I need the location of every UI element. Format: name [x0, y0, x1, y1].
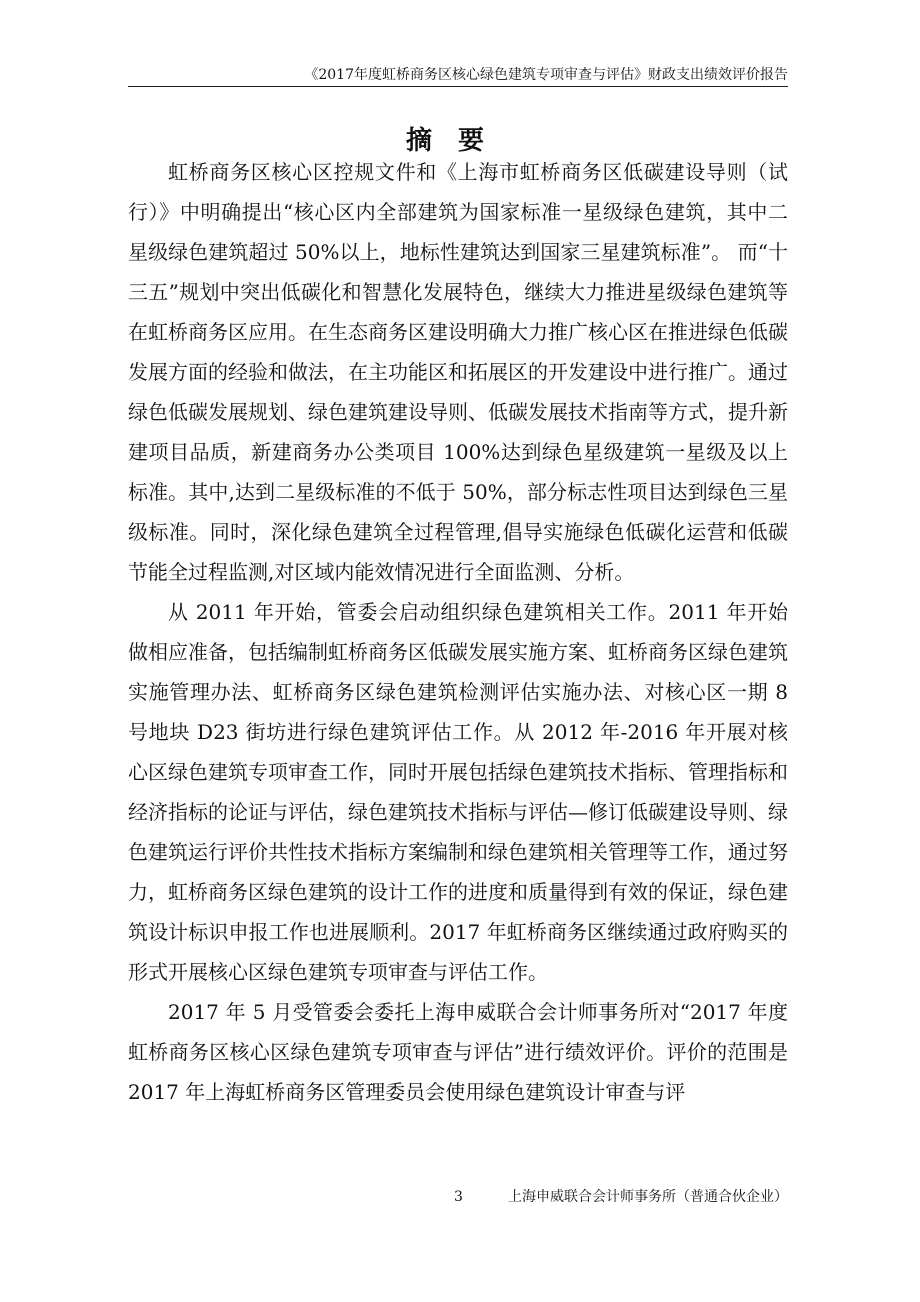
header-rule [128, 86, 788, 87]
firm-name: 上海申威联合会计师事务所（普通合伙企业） [508, 1189, 788, 1205]
page-number: 3 [454, 1189, 463, 1205]
page-title: 摘要 [405, 126, 510, 157]
paragraph-3: 2017 年 5 月受管委会委托上海申威联合会计师事务所对“2017 年度虹桥商务区核心区绿色建筑专项审查与评估”进行绩效评价。评价的范围是 2017 年上海虹桥商务区管理委员会使用绿色建筑设计审查与评 [128, 1000, 788, 1104]
paragraph-2: 从 2011 年开始，管委会启动组织绿色建筑相关工作。2011 年开始做相应准备，包括编制虹桥商务区低碳发展实施方案、虹桥商务区绿色建筑实施管理办法、虹桥商务区绿色建筑检测评估实施办法、对核心区一期 8 号地块 D23 街坊进行绿色建筑评估工作。从 2012 年-2016 年开展对核心区绿色建筑专项审查工作，同时开展包括绿色建筑技术指标、管理指标和经济指标的论证与评估，绿色建筑技术指标与评估—修订低碳建设导则、绿色建筑运行评价共性技术指标方案编制和绿色建筑相关管理等工作，通过努力，虹桥商务区绿色建筑的设计工作的进度和质量得到有效的保证，绿色建筑设计标识申报工作也进展顺利。2017 年虹桥商务区继续通过政府购买的形式开展核心区绿色建筑专项审查与评估工作。 [128, 600, 788, 984]
page-footer [128, 1186, 788, 1208]
running-header: 《2017年度虹桥商务区核心绿色建筑专项审查与评估》财政支出绩效评价报告 [304, 67, 788, 83]
body-text [128, 152, 788, 1112]
paragraph-1: 虹桥商务区核心区控规文件和《上海市虹桥商务区低碳建设导则（试行）》中明确提出“核心区内全部建筑为国家标准一星级绿色建筑，其中二星级绿色建筑超过 50%以上，地标性建筑达到国家三星建筑标准”。 而“十三五”规划中突出低碳化和智慧化发展特色，继续大力推进星级绿色建筑等在虹桥商务区应用。在生态商务区建设明确大力推广核心区在推进绿色低碳发展方面的经验和做法，在主功能区和拓展区的开发建设中进行推广。通过绿色低碳发展规划、绿色建筑建设导则、低碳发展技术指南等方式，提升新建项目品质，新建商务办公类项目 100%达到绿色星级建筑一星级及以上标准。其中,达到二星级标准的不低于 50%，部分标志性项目达到绿色三星级标准。同时，深化绿色建筑全过程管理,倡导实施绿色低碳化运营和低碳节能全过程监测,对区域内能效情况进行全面监测、分析。 [128, 160, 788, 584]
